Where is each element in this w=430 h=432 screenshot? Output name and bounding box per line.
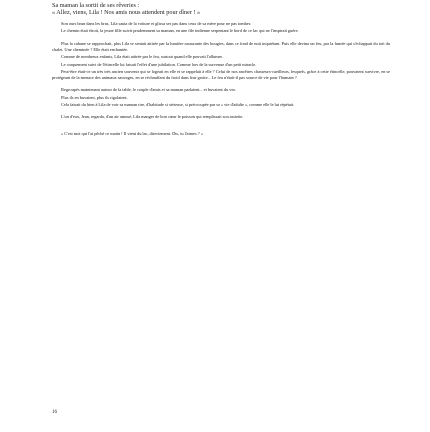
- paragraph-8: Plus ils en buvaient, plus ils rigolaient.: [61, 94, 128, 100]
- paragraph-9: Cela faisait du bien à Lila de voir sa maman rire, d'habitude si sérieuse, si préoccupée par sa « vie d'adulte », comme elle le lui répétait.: [61, 102, 295, 108]
- paragraph-5: Le craquement suivi de l'étincelle lui faisait l'effet d'une jubilation. Comme lors de la survenue d'un petit miracle.: [61, 61, 257, 67]
- paragraph-10: L'un d'eux, Jean, regarda, d'un air amusé, Lila manger de bon cœur le poisson qui remplissait son assiette.: [61, 114, 244, 120]
- header-line-2: « Allez, viens, Lila ! Nos amis nous attendent pour dîner ! »: [52, 9, 201, 16]
- paragraph-2: Le chemin était étroit, la jeune fille suivit prudemment sa maman, en une file indienne serpentant le bord de ce lac qui ne l'inspirait guère.: [61, 28, 299, 34]
- paragraph-6: Peut-être était-ce un très très ancien souvenir qui se logeait en elle et se rappelait à elle ? Celui de nos ancêtres chasseurs-cueilleurs, lesquels, grâce à cette étincelle, pouvaient survivre, en se protégeant de la menace des animaux sauvages, en se réchauffant du froid dans leur grotte... Le feu n'était-il pas source de vie pour l'humain ?: [52, 68, 390, 81]
- paragraph-7: Regroupés maintenant autour de la table, le couple d'amis et sa maman parlaient... et buvaient du vin.: [61, 87, 236, 93]
- paragraph-3: Plus la cabane se rapprochait, plus Lila se sentait attirée par la lumière rassurante des bougies, dans ce fond de nuit inquiétant. Puis elle devina un feu, par la fumée qui s'échappait du toit du chalet. Une cheminée ? Elle était enchantée.: [52, 40, 390, 52]
- paragraph-11: « C'est moi qui l'ai pêché ce matin ! Il vient du lac, directement. Dis, tu l'aimes ? »: [61, 130, 203, 136]
- header-line-1: Sa maman la sortit de ses rêveries :: [52, 2, 140, 9]
- paragraph-4: Comme de nombreux enfants, Lila était attirée par le feu, surtout quand elle pouvait l'allumer.: [61, 54, 223, 60]
- paragraph-1: Son ours brun dans les bras, Lila sauta de la voiture et glissa ses pas dans ceux de sa mère pour ne pas tomber.: [61, 21, 251, 26]
- book-page: [0, 2, 430, 432]
- page-number: 16: [52, 410, 57, 415]
